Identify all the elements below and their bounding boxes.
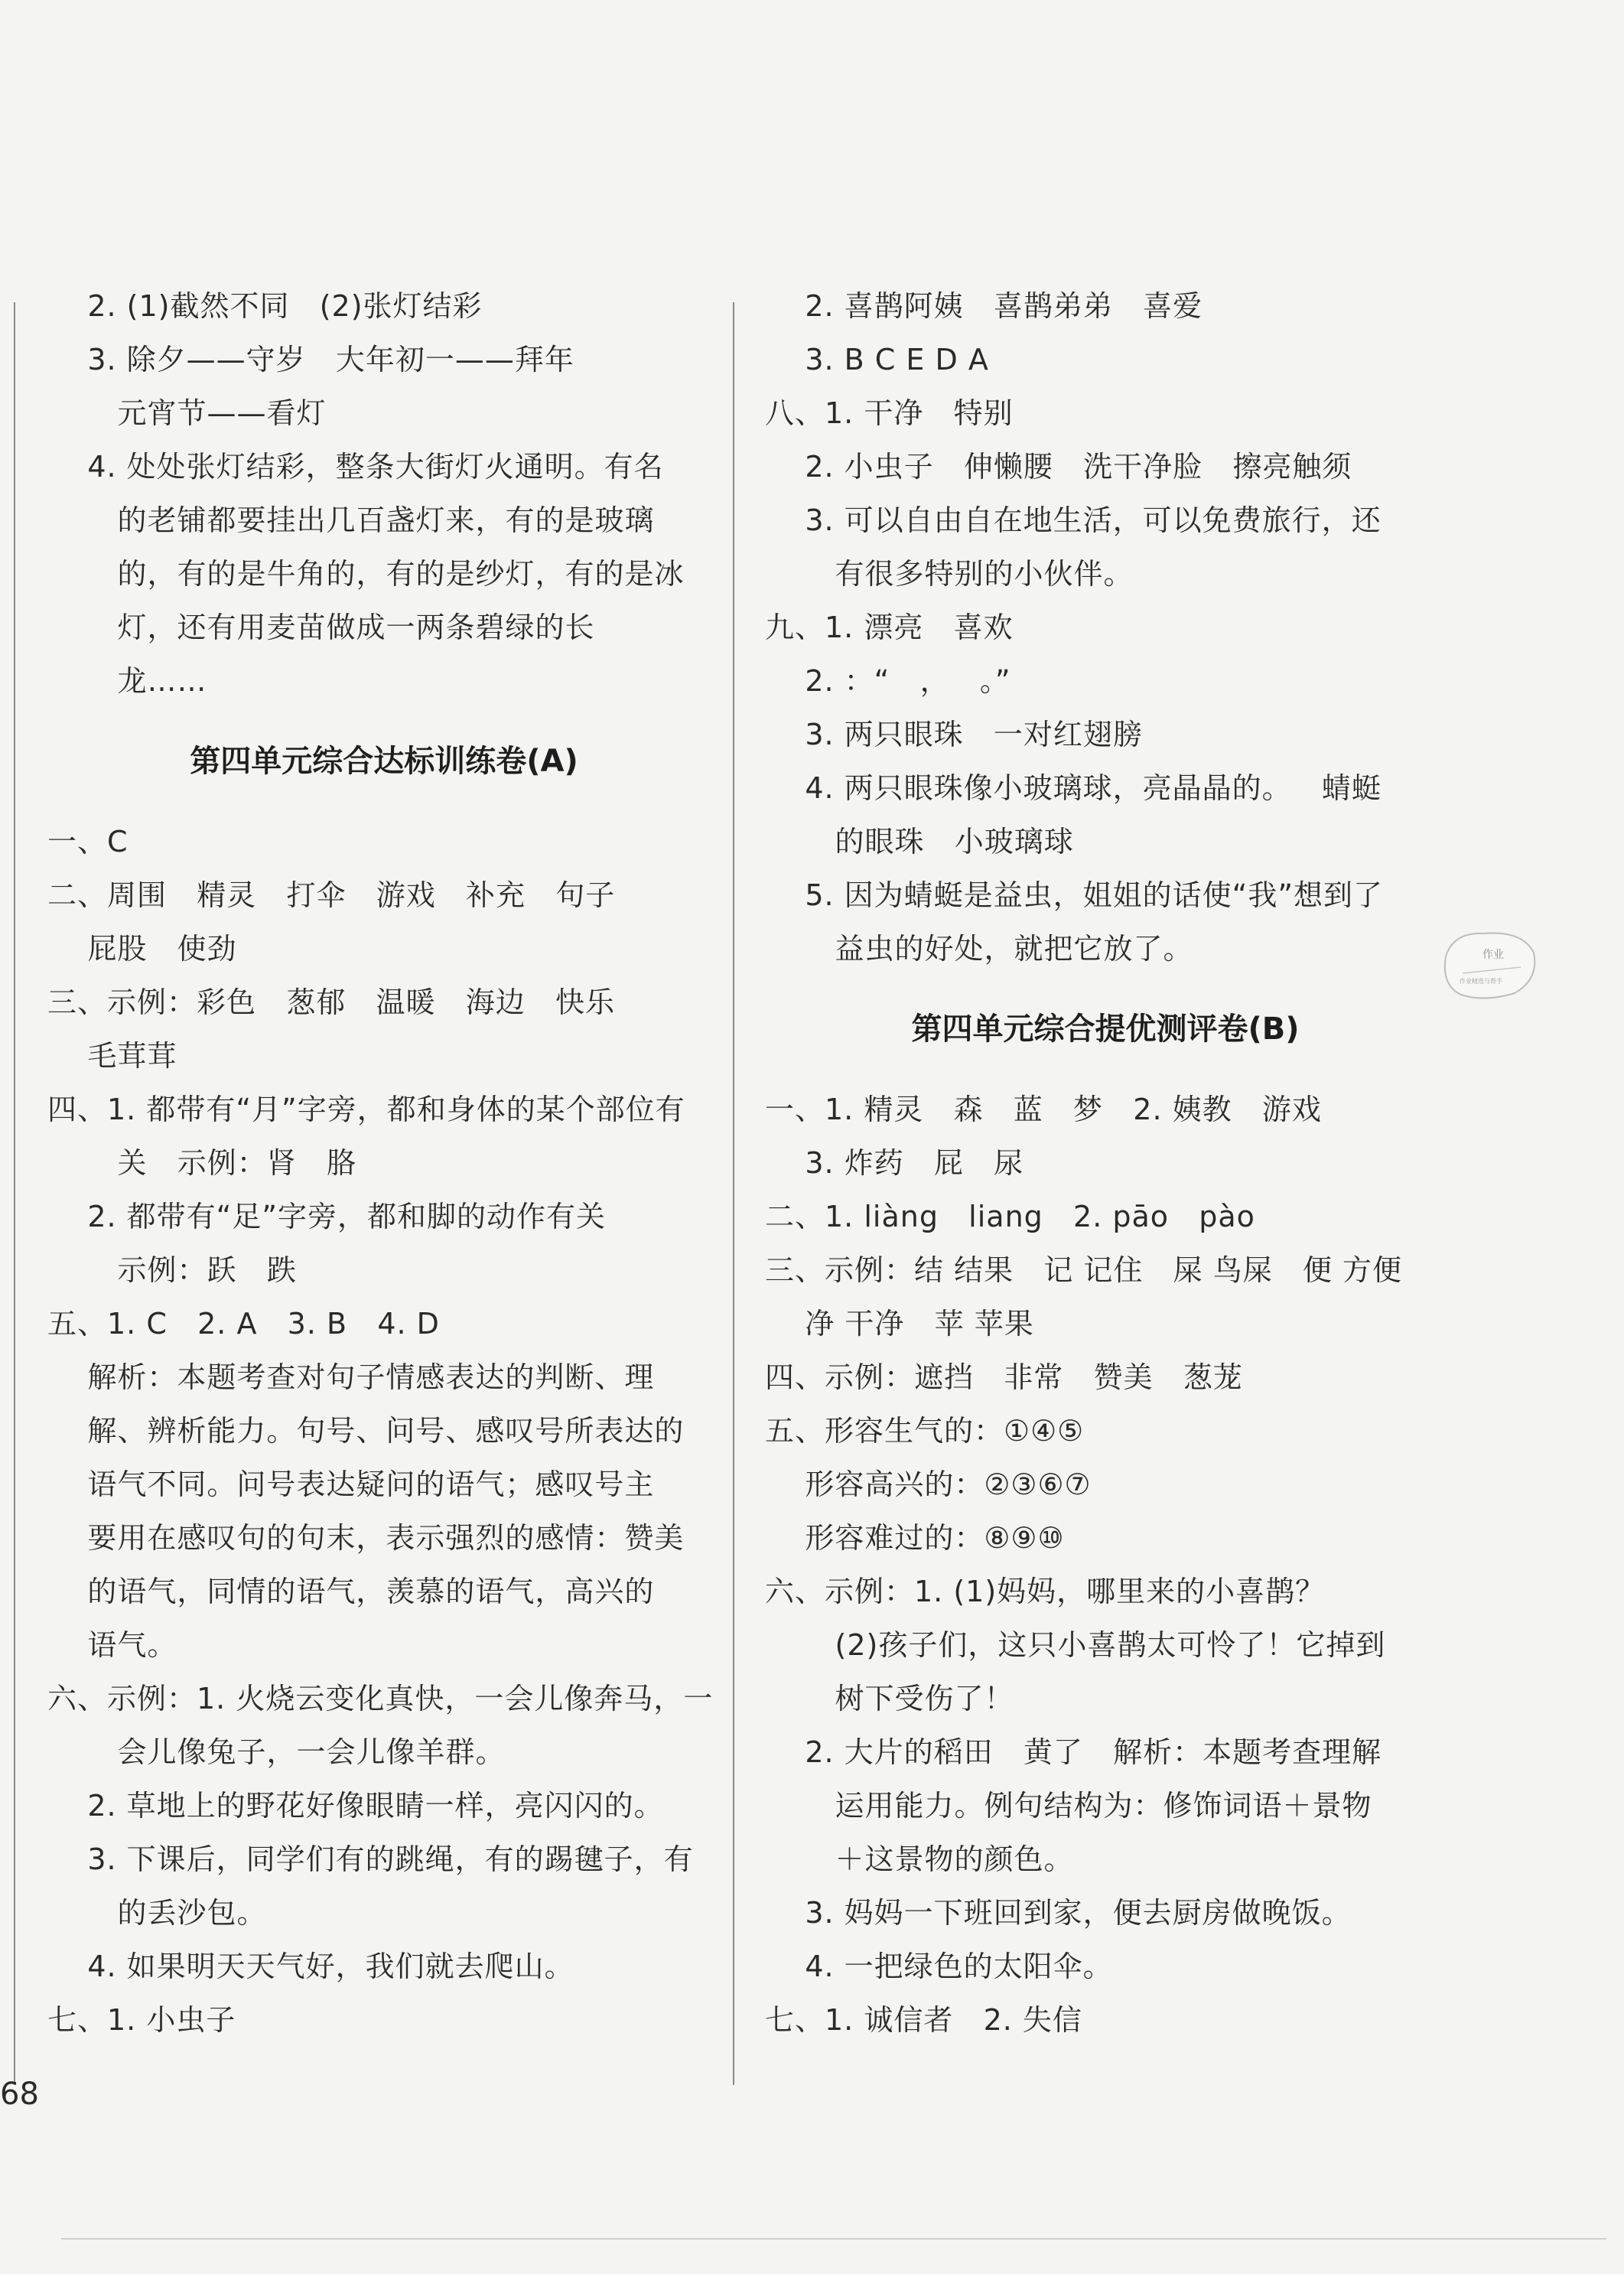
answer-line: 语气不同。问号表达疑问的语气；感叹号主 — [47, 1468, 655, 1501]
homework-stamp-icon — [1438, 926, 1541, 1006]
answer-line: 运用能力。例句结构为：修饰词语＋景物 — [765, 1789, 1372, 1823]
answer-line: 八、1. 干净 特别 — [765, 396, 1014, 430]
answer-line: 解析：本题考查对句子情感表达的判断、理 — [47, 1360, 655, 1394]
answer-line: 六、示例：1. 火烧云变化真快，一会儿像奔马，一 — [47, 1682, 714, 1715]
stamp-label: 作业 — [1482, 949, 1504, 961]
right-column — [765, 279, 1446, 2047]
answer-line: 六、示例：1. (1)妈妈，哪里来的小喜鹊？ — [765, 1575, 1326, 1608]
answer-line: 3. 妈妈一下班回到家，便去厨房做晚饭。 — [765, 1896, 1352, 1930]
answer-line: 的丢沙包。 — [47, 1896, 267, 1930]
answer-line: 5. 因为蜻蜓是益虫，姐姐的话使“我”想到了 — [765, 878, 1384, 912]
answer-line: 4. 处处张灯结彩，整条大街灯火通明。有名 — [47, 450, 664, 484]
answer-line: 五、1. C 2. A 3. B 4. D — [47, 1307, 440, 1341]
answer-line: 元宵节——看灯 — [47, 396, 327, 430]
answer-line: 毛茸茸 — [47, 1039, 177, 1073]
answer-line: 一、1. 精灵 森 蓝 梦 2. 姨教 游戏 — [765, 1093, 1322, 1126]
answer-line: 2. 草地上的野花好像眼睛一样，亮闪闪的。 — [47, 1789, 664, 1823]
answer-line: 3. 两只眼珠 一对红翅膀 — [765, 718, 1143, 751]
answer-line: 九、1. 漂亮 喜欢 — [765, 611, 1014, 644]
answer-line: 二、周围 精灵 打伞 游戏 补充 句子 — [47, 878, 616, 912]
answer-line: 示例：跃 跌 — [47, 1253, 297, 1287]
answer-line: 4. 如果明天天气好，我们就去爬山。 — [47, 1950, 574, 1983]
left-column — [47, 279, 721, 2047]
answer-line: 要用在感叹句的句末，表示强烈的感情：赞美 — [47, 1521, 685, 1555]
answer-line: 四、1. 都带有“月”字旁，都和身体的某个部位有 — [47, 1093, 685, 1126]
column-divider — [733, 302, 734, 2085]
answer-line: 3. 下课后，同学们有的跳绳，有的踢毽子，有 — [47, 1842, 694, 1876]
answer-line: 2. 大片的稻田 黄了 解析：本题考查理解 — [765, 1735, 1382, 1769]
stamp-sub-label: 作业精选与帮手 — [1460, 978, 1502, 985]
answer-line: 3. 除夕——守岁 大年初一——拜年 — [47, 343, 574, 376]
answer-line: 会儿像兔子，一会儿像羊群。 — [47, 1735, 506, 1769]
answer-line: 二、1. liàng liang 2. pāo pào — [765, 1200, 1255, 1233]
answer-line: 3. 炸药 屁 尿 — [765, 1146, 1024, 1180]
answer-line: 屁股 使劲 — [47, 932, 237, 966]
answer-line: 一、C — [47, 825, 129, 858]
answer-line: 的语气，同情的语气，羡慕的语气，高兴的 — [47, 1575, 655, 1608]
answer-line: 的老铺都要挂出几百盏灯来，有的是玻璃 — [47, 503, 655, 537]
answer-line: 2. 喜鹊阿姨 喜鹊弟弟 喜爱 — [765, 289, 1203, 323]
answer-line: 四、示例：遮挡 非常 赞美 葱茏 — [765, 1360, 1243, 1394]
answer-line: 龙…… — [47, 664, 207, 698]
answer-line: ＋这景物的颜色。 — [765, 1842, 1074, 1876]
answer-line: 三、示例：彩色 葱郁 温暖 海边 快乐 — [47, 986, 615, 1019]
answer-line: 三、示例：结 结果 记 记住 屎 鸟屎 便 方便 — [765, 1253, 1403, 1287]
answer-line: 的，有的是牛角的，有的是纱灯，有的是冰 — [47, 557, 685, 591]
answer-line: 4. 两只眼珠像小玻璃球，亮晶晶的。 蜻蜓 — [765, 771, 1382, 805]
answer-line: 益虫的好处，就把它放了。 — [765, 932, 1193, 966]
bottom-rule — [61, 2238, 1606, 2240]
left-margin-rule — [14, 302, 15, 2085]
answer-line: 形容难过的：⑧⑨⑩ — [765, 1521, 1065, 1555]
answer-line: 五、形容生气的：①④⑤ — [765, 1414, 1085, 1448]
answer-line: 七、1. 诚信者 2. 失信 — [765, 2003, 1082, 2037]
answer-line: 2. 小虫子 伸懒腰 洗干净脸 擦亮触须 — [765, 450, 1352, 484]
answer-line: 2. (1)截然不同 (2)张灯结彩 — [47, 289, 483, 323]
answer-line: 4. 一把绿色的太阳伞。 — [765, 1950, 1113, 1983]
answer-line: (2)孩子们，这只小喜鹊太可怜了！它掉到 — [765, 1628, 1386, 1662]
answer-line: 七、1. 小虫子 — [47, 2003, 236, 2037]
answer-line: 2. ：“ ， 。” — [765, 664, 1011, 698]
answer-line: 灯，还有用麦苗做成一两条碧绿的长 — [47, 611, 595, 644]
answer-line: 2. 都带有“足”字旁，都和脚的动作有关 — [47, 1200, 607, 1233]
answer-line: 解、辨析能力。句号、问号、感叹号所表达的 — [47, 1414, 685, 1448]
section-title: 第四单元综合提优测评卷(B) — [911, 1012, 1300, 1047]
answer-line: 3. B C E D A — [765, 343, 989, 376]
answer-line: 净 干净 苹 苹果 — [765, 1307, 1034, 1341]
answer-line: 有很多特别的小伙伴。 — [765, 557, 1134, 591]
answer-line: 的眼珠 小玻璃球 — [765, 825, 1074, 858]
answer-line: 3. 可以自由自在地生活，可以免费旅行，还 — [765, 503, 1382, 537]
answer-line: 形容高兴的：②③⑥⑦ — [765, 1468, 1092, 1501]
answer-line: 树下受伤了！ — [765, 1682, 1014, 1715]
page-number: 68 — [0, 2077, 39, 2112]
answer-line: 关 示例：肾 胳 — [47, 1146, 357, 1180]
section-title: 第四单元综合达标训练卷(A) — [190, 744, 578, 779]
answer-line: 语气。 — [47, 1628, 177, 1662]
